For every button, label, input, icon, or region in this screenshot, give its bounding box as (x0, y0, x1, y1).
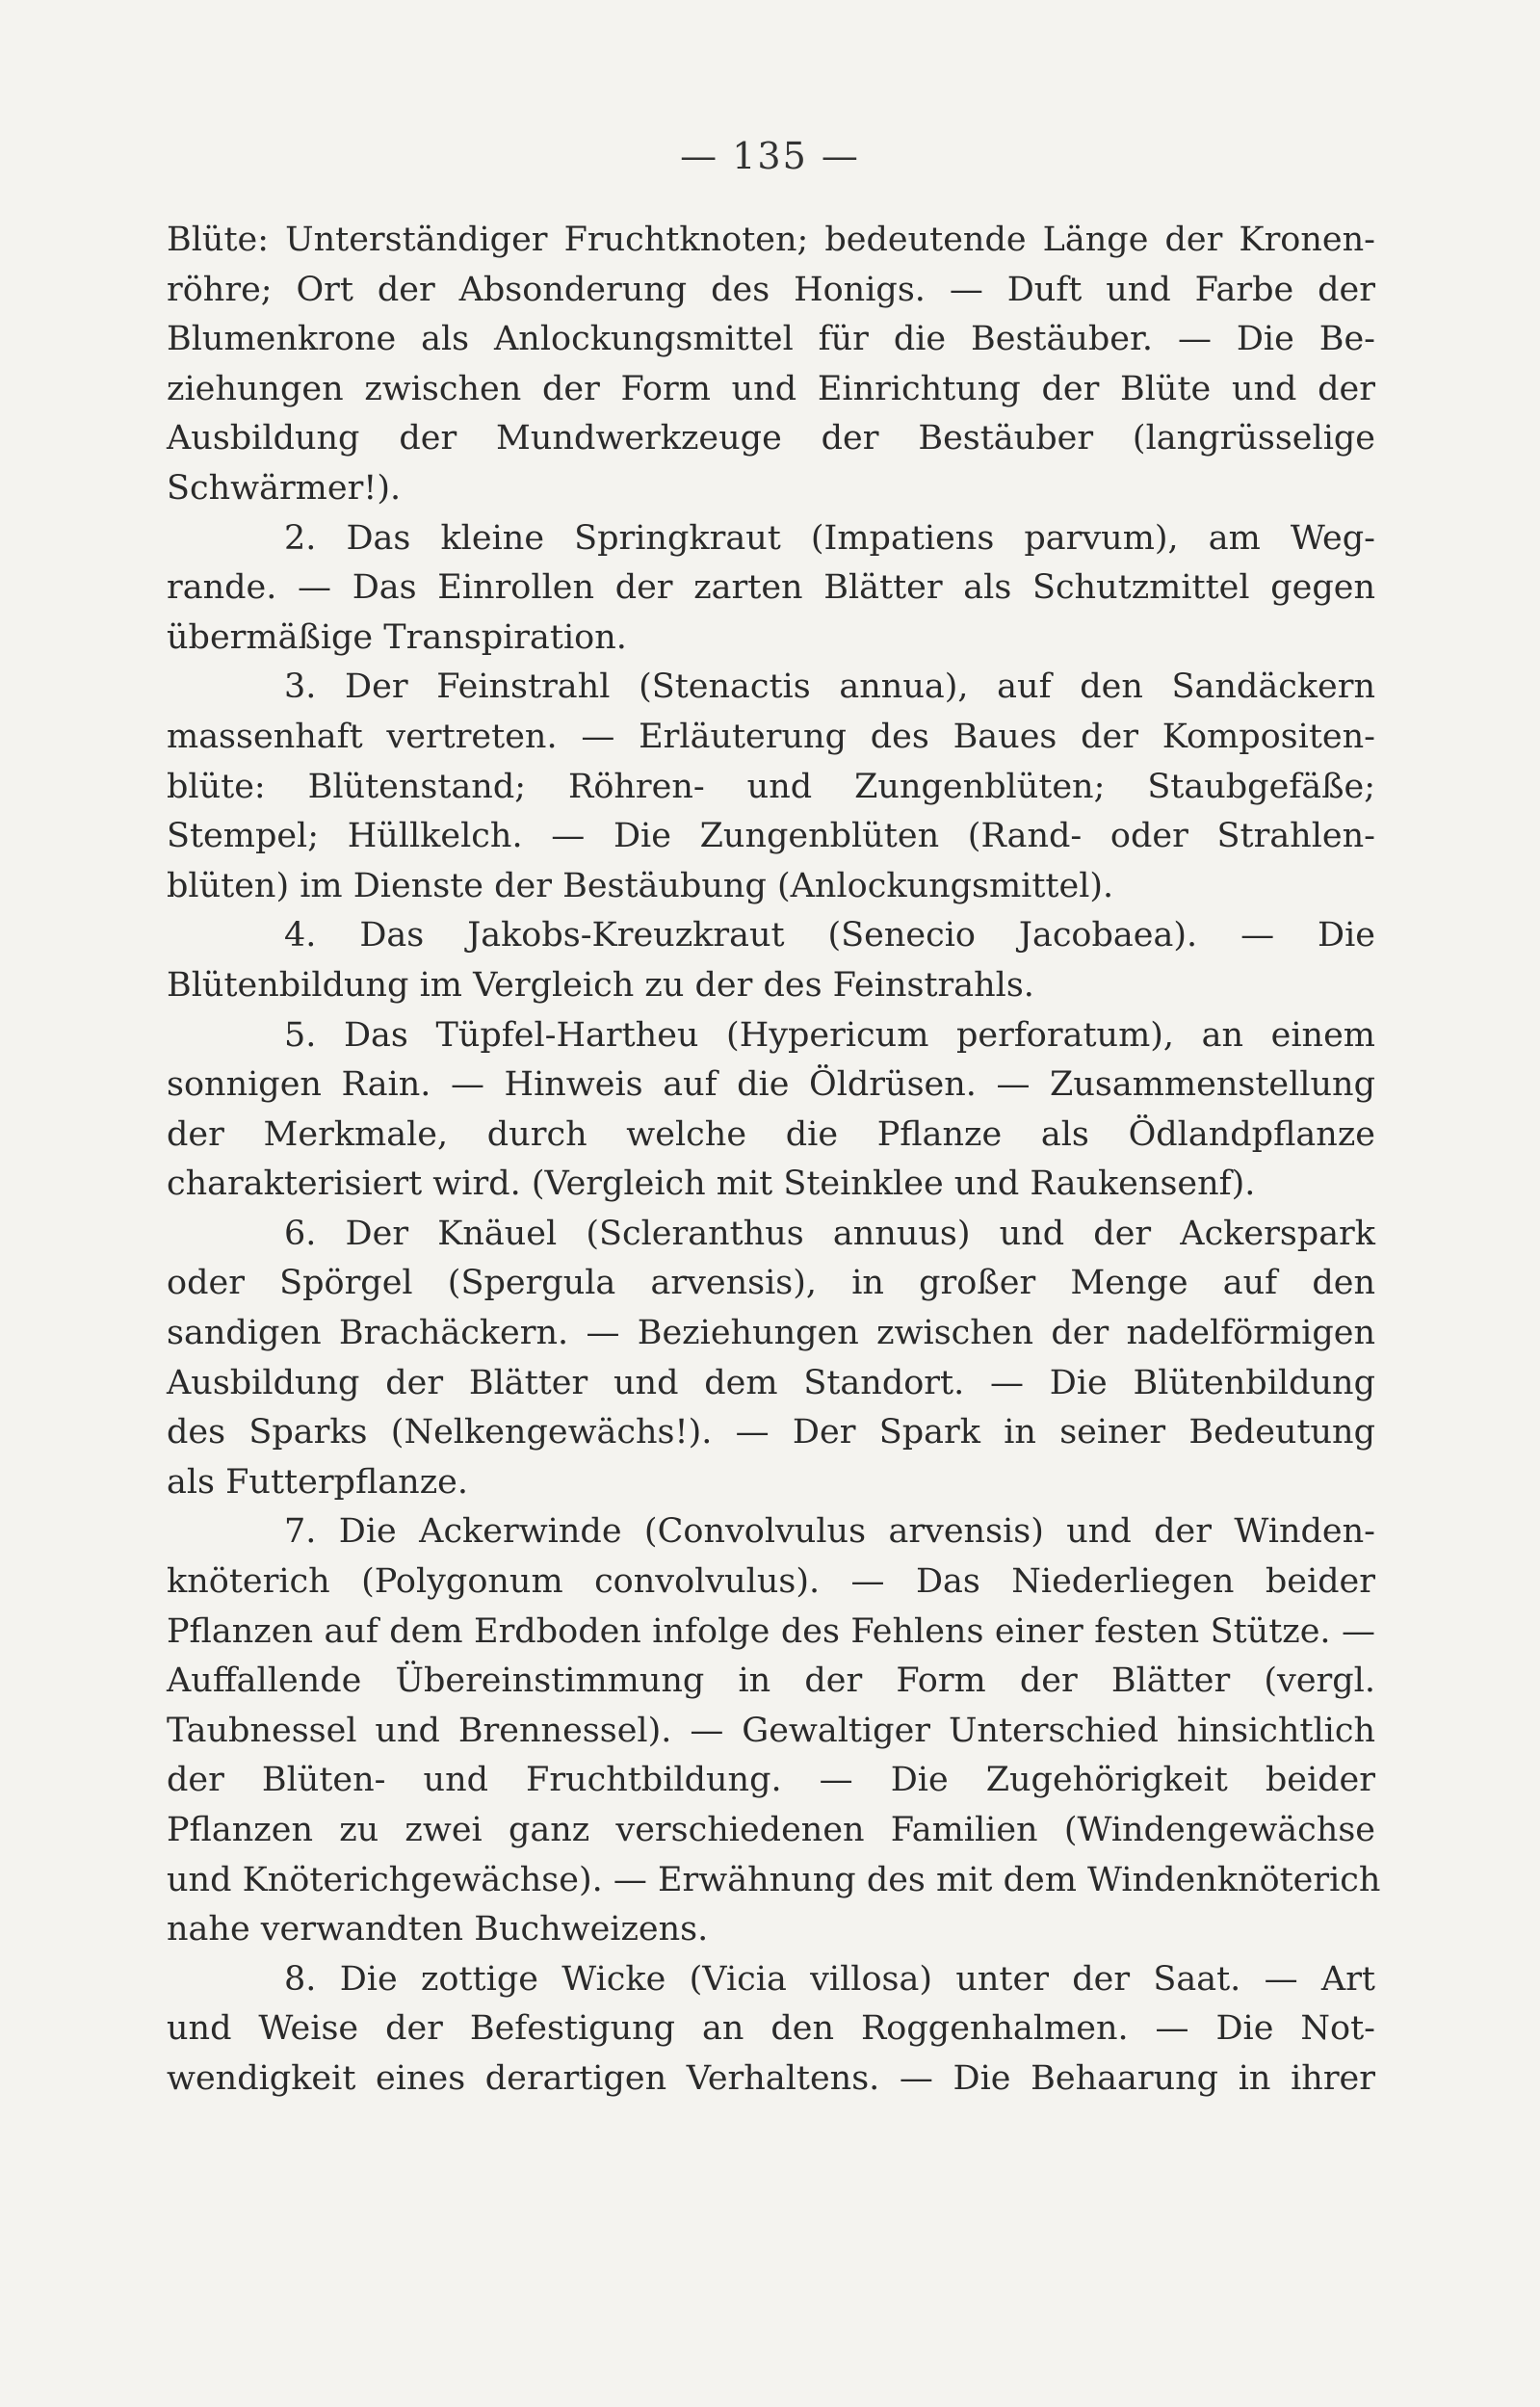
text-line: übermäßige Transpiration. (167, 617, 627, 657)
text-line: der Blüten- und Fruchtbildung. — Die Zugehörigkeit beider (167, 1761, 1375, 1800)
text-line: Stempel; Hüllkelch. — Die Zungenblüten (Rand- oder Strahlen- (167, 817, 1375, 856)
text-line: 5. Das Tüpfel-Hartheu (Hypericum perforatum), an einem (284, 1015, 1375, 1055)
paragraph-2 (167, 514, 1375, 664)
text-line: 2. Das kleine Springkraut (Impatiens parvum), am Weg- (284, 518, 1375, 558)
text-line: Auffallende Übereinstimmung in der Form der Blätter (vergl. (167, 1661, 1375, 1701)
paragraph-7 (167, 1507, 1381, 1954)
text-line: und Knöterichgewächse). — Erwähnung des mit dem Windenknöterich (167, 1860, 1381, 1899)
paragraph-8 (167, 1955, 1375, 2105)
text-line: Pflanzen auf dem Erdboden infolge des Fehlens einer festen Stütze. — (167, 1611, 1375, 1651)
text-line: Taubnessel und Brennessel). — Gewaltiger Unterschied hinsichtlich (167, 1711, 1375, 1750)
text-line: 8. Die zottige Wicke (Vicia villosa) unter der Saat. — Art (284, 1959, 1375, 1999)
text-line: sonnigen Rain. — Hinweis auf die Öldrüsen. — Zusammenstellung (167, 1065, 1375, 1105)
text-line: blüte: Blütenstand; Röhren- und Zungenblüten; Staubgefäße; (167, 767, 1375, 806)
text-line: röhre; Ort der Absonderung des Honigs. — Duft und Farbe der (167, 270, 1375, 309)
text-line: 6. Der Knäuel (Scleranthus annuus) und der Ackerspark (284, 1214, 1375, 1253)
paragraph-5 (167, 1011, 1375, 1210)
text-line: Blüte: Unterständiger Fruchtknoten; bedeutende Länge der Kronen- (167, 221, 1375, 259)
text-line: der Merkmale, durch welche die Pflanze als Ödlandpflanze (167, 1114, 1375, 1154)
paragraph-4 (167, 911, 1375, 1010)
text-line: blüten) im Dienste der Bestäubung (Anlockungsmittel). (167, 866, 1114, 905)
text-line: Ausbildung der Blätter und dem Standort. — Die Blütenbildung (167, 1363, 1375, 1402)
text-line: Schwärmer!). (167, 468, 402, 508)
text-line: Pflanzen zu zwei ganz verschiedenen Familien (Windengewächse (167, 1811, 1375, 1849)
paragraph-1 (167, 216, 1375, 514)
text-line: rande. — Das Einrollen der zarten Blätter als Schutzmittel gegen (167, 568, 1375, 608)
text-line: und Weise der Befestigung an den Roggenhalmen. — Die Not- (167, 2009, 1375, 2049)
paragraph-3 (167, 663, 1375, 911)
paragraph-6 (167, 1210, 1375, 1508)
text-line: 3. Der Feinstrahl (Stenactis annua), auf den Sandäckern (284, 667, 1375, 707)
page-body (167, 216, 1381, 2105)
text-line: 4. Das Jakobs-Kreuzkraut (Senecio Jacobaea). — Die (284, 916, 1375, 955)
text-line: wendigkeit eines derartigen Verhaltens. — Die Behaarung in ihrer (167, 2058, 1375, 2098)
page-number: — 135 — (680, 135, 860, 177)
text-line: 7. Die Ackerwinde (Convolvulus arvensis) und der Winden- (284, 1512, 1375, 1552)
text-line: knöterich (Polygonum convolvulus). — Das Niederliegen beider (167, 1562, 1375, 1602)
text-line: Blütenbildung im Vergleich zu der des Feinstrahls. (167, 965, 1034, 1005)
text-line: massenhaft vertreten. — Erläuterung des Baues der Kompositen- (167, 717, 1375, 756)
text-line: Ausbildung der Mundwerkzeuge der Bestäuber (langrüsselige (167, 419, 1375, 458)
text-line: nahe verwandten Buchweizens. (167, 1910, 709, 1949)
text-line: ziehungen zwischen der Form und Einrichtung der Blüte und der (167, 369, 1375, 408)
text-line: des Sparks (Nelkengewächs!). — Der Spark in seiner Bedeutung (167, 1413, 1375, 1452)
text-line: oder Spörgel (Spergula arvensis), in großer Menge auf den (167, 1264, 1375, 1303)
text-line: charakterisiert wird. (Vergleich mit Steinklee und Raukensenf). (167, 1164, 1256, 1204)
text-line: als Futterpflanze. (167, 1462, 468, 1502)
text-line: sandigen Brachäckern. — Beziehungen zwischen der nadelförmigen (167, 1314, 1375, 1353)
text-line: Blumenkrone als Anlockungsmittel für die Bestäuber. — Die Be- (167, 320, 1375, 359)
